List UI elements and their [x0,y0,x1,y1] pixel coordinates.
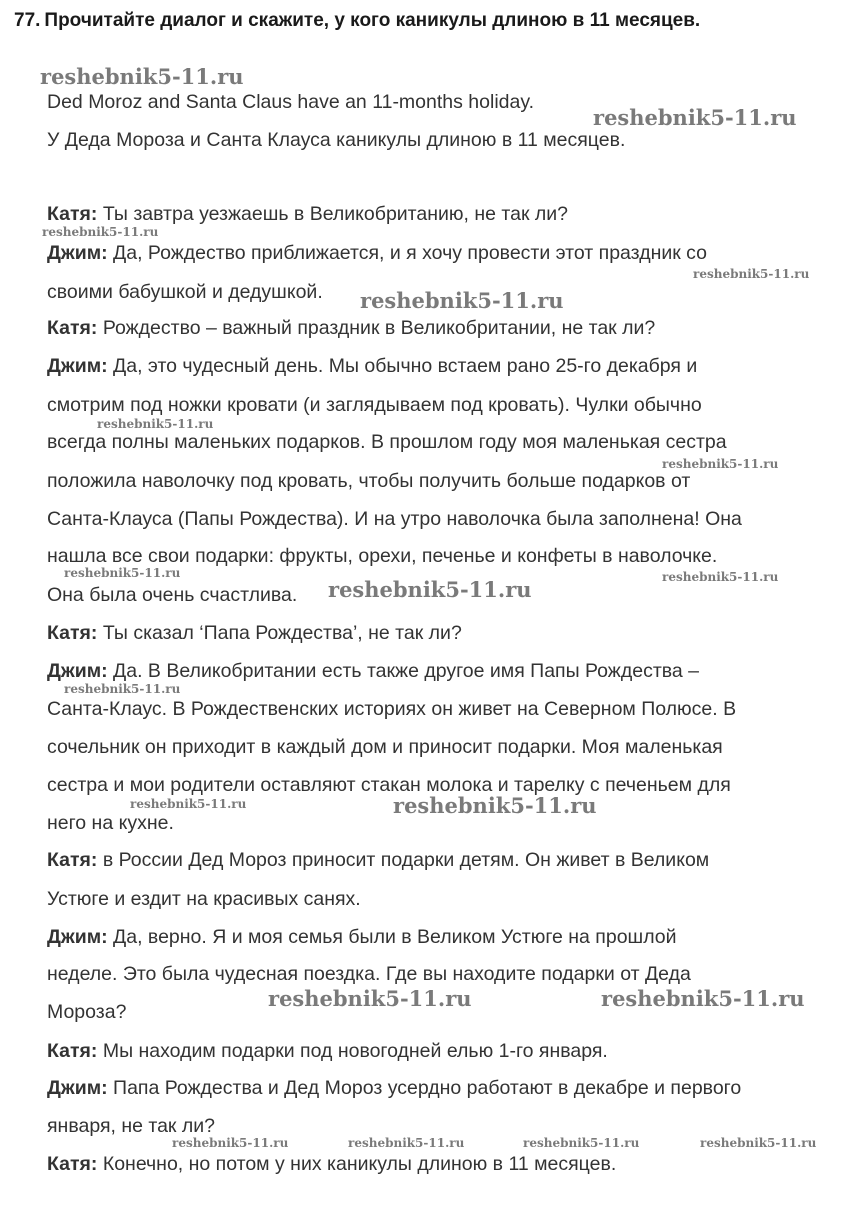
watermark: reshebnik5-11.ru [662,570,779,584]
dialog-line: Санта-Клауса (Папы Рождества). И на утро наволочка была заполнена! Она [47,508,742,530]
dialog-line: Устюге и ездит на красивых санях. [47,888,361,910]
dialog-line: Катя: Ты сказал ‘Папа Рождества’, не так ли? [47,622,462,644]
dialog-line: Джим: Да. В Великобритании есть также другое имя Папы Рождества – [47,660,700,682]
dialog-line: Катя: Ты завтра уезжаешь в Великобританию, не так ли? [47,203,569,225]
exercise-task: Прочитайте диалог и скажите, у кого каникулы длиною в 11 месяцев. [44,10,701,31]
watermark: reshebnik5-11.ru [593,105,797,130]
dialog-line: своими бабушкой и дедушкой. [47,281,323,303]
speaker-jim: Джим: [47,660,108,682]
watermark: reshebnik5-11.ru [662,457,779,471]
speaker-katya: Катя: [47,1153,98,1175]
exercise-number: 77. [14,10,41,31]
dialog-line: Джим: Да, это чудесный день. Мы обычно встаем рано 25-го декабря и [47,355,698,377]
watermark: reshebnik5-11.ru [328,577,532,602]
speaker-jim: Джим: [47,242,108,264]
watermark: reshebnik5-11.ru [40,64,244,89]
watermark: reshebnik5-11.ru [268,986,472,1011]
dialog-line: Джим: Да, Рождество приближается, и я хочу провести этот праздник со [47,242,707,264]
dialog-line: Она была очень счастлива. [47,584,298,606]
watermark: reshebnik5-11.ru [172,1136,289,1150]
dialog-line: Катя: Мы находим подарки под новогодней елью 1-го января. [47,1040,608,1062]
watermark: reshebnik5-11.ru [64,682,181,696]
speaker-jim: Джим: [47,1077,108,1099]
dialog-line: неделе. Это была чудесная поездка. Где вы находите подарки от Деда [47,963,691,985]
dialog-line: Катя: Рождество – важный праздник в Великобритании, не так ли? [47,317,656,339]
dialog-line: Джим: Да, верно. Я и моя семья были в Великом Устюге на прошлой [47,926,677,948]
dialog-line: всегда полны маленьких подарков. В прошлом году моя маленькая сестра [47,431,727,453]
dialog-line: сочельник он приходит в каждый дом и приносит подарки. Моя маленькая [47,736,723,758]
watermark: reshebnik5-11.ru [393,793,597,818]
watermark: reshebnik5-11.ru [42,225,159,239]
answer-english: Ded Moroz and Santa Claus have an 11-months holiday. [47,91,535,113]
dialog-line: Джим: Папа Рождества и Дед Мороз усердно работают в декабре и первого [47,1077,742,1099]
dialog-line: сестра и мои родители оставляют стакан молока и тарелку с печеньем для [47,774,731,796]
watermark: reshebnik5-11.ru [64,566,181,580]
dialog-line: нашла все свои подарки: фрукты, орехи, печенье и конфеты в наволочке. [47,545,718,567]
dialog-line: Санта-Клаус. В Рождественских историях он живет на Северном Полюсе. В [47,698,737,720]
watermark: reshebnik5-11.ru [693,267,810,281]
watermark: reshebnik5-11.ru [130,797,247,811]
watermark: reshebnik5-11.ru [700,1136,817,1150]
speaker-katya: Катя: [47,849,98,871]
dialog-line: него на кухне. [47,812,174,834]
watermark: reshebnik5-11.ru [601,986,805,1011]
dialog-line: Мороза? [47,1001,127,1023]
answer-russian: У Деда Мороза и Санта Клауса каникулы длиною в 11 месяцев. [47,129,626,151]
dialog-line: Катя: в России Дед Мороз приносит подарки детям. Он живет в Великом [47,849,710,871]
speaker-katya: Катя: [47,203,98,225]
dialog-line: положила наволочку под кровать, чтобы получить больше подарков от [47,470,691,492]
watermark: reshebnik5-11.ru [523,1136,640,1150]
speaker-jim: Джим: [47,926,108,948]
exercise-title [14,10,700,32]
watermark: reshebnik5-11.ru [97,417,214,431]
watermark: reshebnik5-11.ru [360,288,564,313]
watermark: reshebnik5-11.ru [348,1136,465,1150]
dialog-line: смотрим под ножки кровати (и заглядываем под кровать). Чулки обычно [47,394,702,416]
dialog-line: января, не так ли? [47,1115,215,1137]
speaker-jim: Джим: [47,355,108,377]
speaker-katya: Катя: [47,317,98,339]
speaker-katya: Катя: [47,622,98,644]
speaker-katya: Катя: [47,1040,98,1062]
dialog-line: Катя: Конечно, но потом у них каникулы длиною в 11 месяцев. [47,1153,617,1175]
